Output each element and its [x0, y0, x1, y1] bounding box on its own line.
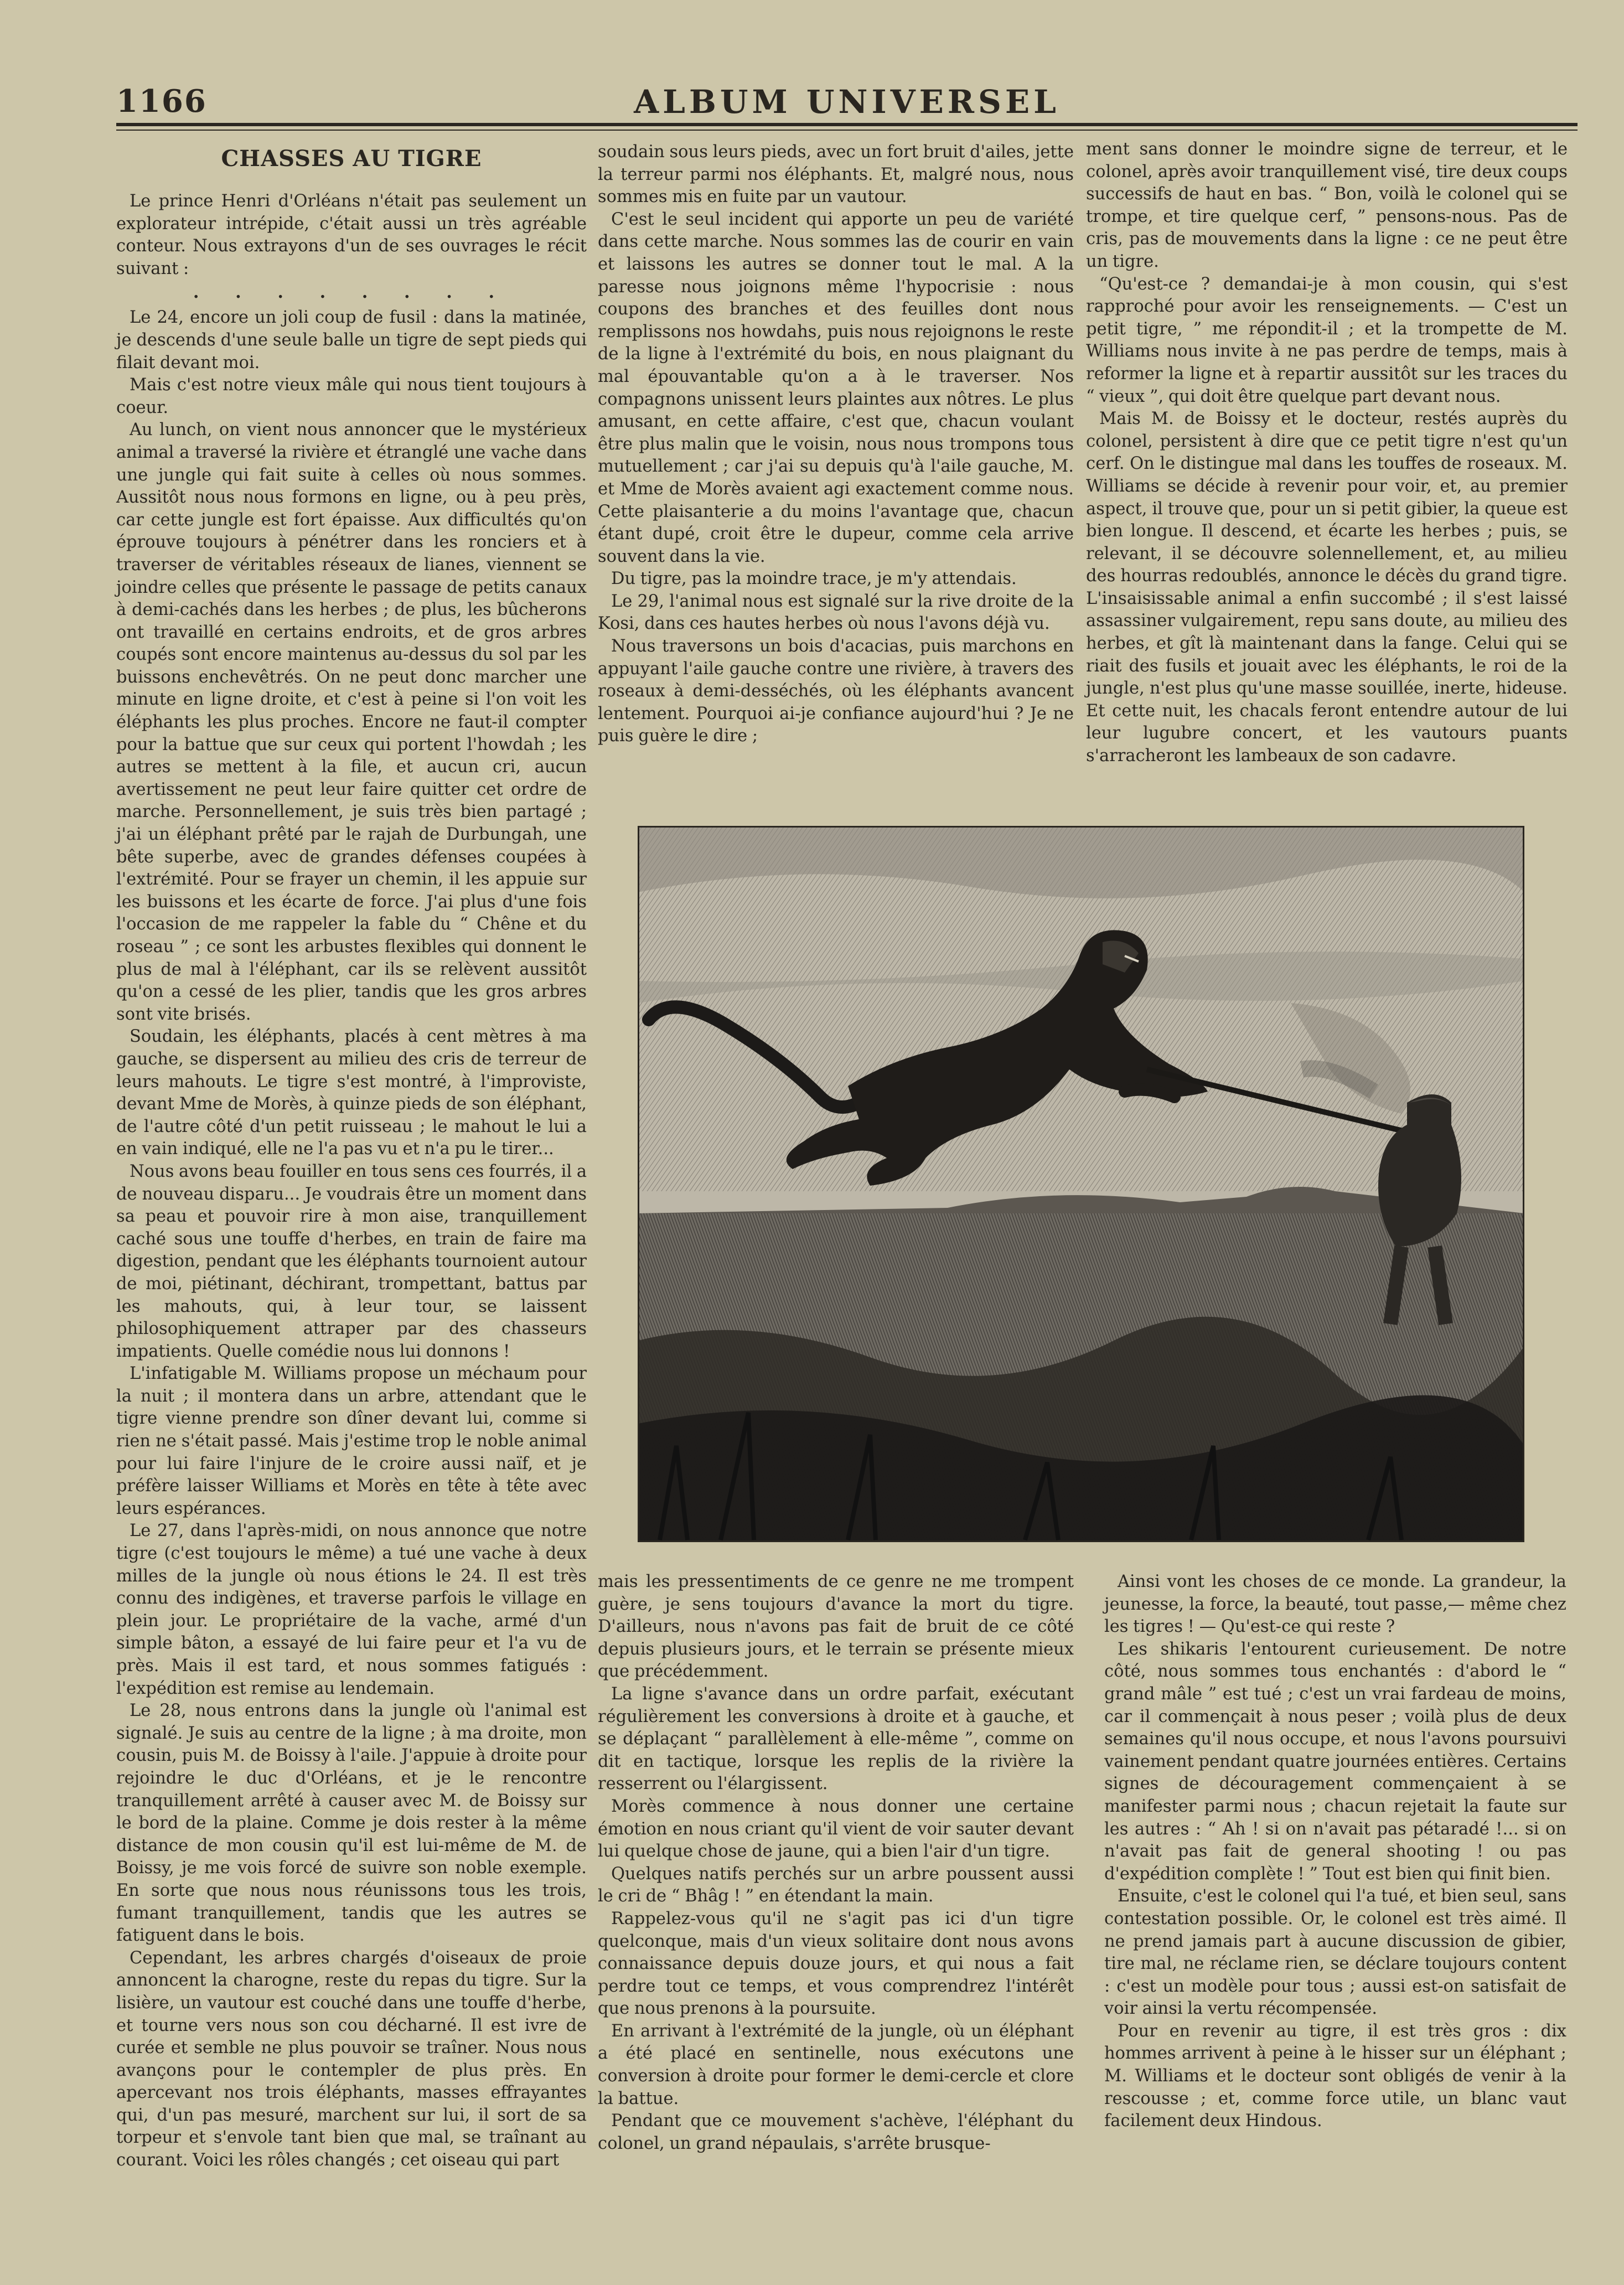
- paragraph: Nous avons beau fouiller en tous sens ces fourrés, il a de nouveau disparu... Je voudrais être un moment dans sa peau et pouvoir rire à mon aise, tranquillement caché sous une touffe d'herbes, en train de faire ma digestion, pendant que les éléphants tournoient autour de moi, piétinant, déchirant, trompettant, battus par les mahouts, qui, à leur tour, se laissent philosophiquement attraper par des chasseurs impatients. Quelle comédie nous lui donnons !: [116, 1161, 587, 1361]
- paragraph: Le prince Henri d'Orléans n'était pas seulement un explorateur intrépide, c'était aussi un très agréable conteur. Nous extrayons d'un de ses ouvrages le récit suivant :: [116, 192, 587, 278]
- paragraph: C'est le seul incident qui apporte un peu de variété dans cette marche. Nous sommes las de courir en vain et laissons les autres se donner tout le mal. A la paresse nous joignons même l'hypocrisie : nous coupons des branches et des feuilles dont nous remplissons nos howdahs, puis nous rejoignons le reste de la ligne à l'extrémité du bois, en nous plaignant du mal épouvantable qu'on a à le traverser. Nos compagnons unissent leurs plaintes aux nôtres. Le plus amusant, en cette affaire, c'est que, chacun voulant être plus malin que le voisin, nous nous trompons tous mutuellement ; car j'ai su depuis qu'à l'aile gauche, M. et Mme de Morès avaient agi exactement comme nous. Cette plaisanterie a du moins l'avantage que, chacun étant dupé, croit être le dupeur, comme cela arrive souvent dans la vie.: [598, 209, 1074, 566]
- paragraph: Les shikaris l'entourent curieusement. De notre côté, nous sommes tous enchantés : d'abord le “ grand mâle ” est tué ; c'est un vrai fardeau de moins, car il commençait à nous peser ; voilà plus de deux semaines qu'il nous occupe, et nous l'avons poursuivi vainement pendant quatre journées entières. Certains signes de découragement commençaient à se manifester parmi nous ; chacun rejetait la faute sur les autres : “ Ah ! si on n'avait pas pétaradé !... si on n'avait pas fait de general shooting ! ou pas d'expédition complète ! ” Tout est bien qui finit bien.: [1104, 1639, 1566, 1884]
- engraving-tiger-leaping-at-hunter-icon: [638, 826, 1524, 1542]
- column-5: [1104, 1571, 1566, 2133]
- paragraph: Cependant, les arbres chargés d'oiseaux de proie annoncent la charogne, reste du repas du tigre. Sur la lisière, un vautour est couché dans une touffe d'herbe, et tourne vers nous son cou décharné. Il est ivre de curée et semble ne plus pouvoir se traîner. Nous nous avançons pour le contempler de plus près. En apercevant nos trois éléphants, masses effrayantes qui, d'un pas mesuré, marchent sur lui, il sort de sa torpeur et s'envole tant bien que mal, se traînant au courant. Voici les rôles changés ; cet oiseau qui part: [116, 1948, 587, 2170]
- journal-title: ALBUM UNIVERSEL: [634, 83, 1060, 121]
- tiger-illustration: [638, 826, 1524, 1542]
- paragraph: La ligne s'avance dans un ordre parfait, exécutant régulièrement les conversions à droite et à gauche, et se déplaçant “ parallèlement à elle-même ”, comme on dit en tactique, lorsque les replis de la rivière la resserrent ou l'élargissent.: [598, 1684, 1074, 1794]
- paragraph: Le 24, encore un joli coup de fusil : dans la matinée, je descends d'une seule balle un tigre de sept pieds qui filait devant moi.: [116, 308, 587, 373]
- paragraph: Pendant que ce mouvement s'achève, l'éléphant du colonel, un grand népaulais, s'arrête brusque-: [598, 2111, 1074, 2153]
- page-number: 1166: [116, 83, 207, 120]
- paragraph: Ensuite, c'est le colonel qui l'a tué, et bien seul, sans contestation possible. Or, le colonel est très aimé. Il ne prend jamais part à aucune discussion de gibier, tire mal, ne réclame rien, se déclare toujours content : c'est un modèle pour tous ; aussi est-on satisfait de voir ainsi la vertu récompensée.: [1104, 1886, 1566, 2019]
- paragraph: ment sans donner le moindre signe de terreur, et le colonel, après avoir tranquillement visé, tire deux coups successifs de haut en bas. “ Bon, voilà le colonel qui se trompe, et tire quelque cerf, ” pensons-nous. Pas de cris, pas de mouvements dans la ligne : ce ne peut être un tigre.: [1086, 139, 1568, 271]
- paragraph: Nous traversons un bois d'acacias, puis marchons en appuyant l'aile gauche contre une rivière, à travers des roseaux à demi-desséchés, où les éléphants avancent lentement. Pourquoi ai-je confiance aujourd'hui ? Je ne puis guère le dire ;: [598, 637, 1074, 746]
- column-4: [598, 1571, 1074, 2155]
- paragraph: Quelques natifs perchés sur un arbre poussent aussi le cri de “ Bhâg ! ” en étendant la main.: [598, 1864, 1074, 1906]
- paragraph: Soudain, les éléphants, placés à cent mètres à ma gauche, se dispersent au milieu des cris de terreur de leurs mahouts. Le tigre s'est montré, à l'improviste, devant Mme de Morès, à quinze pieds de son éléphant, de l'autre côté d'un petit ruisseau ; le mahout le lui a en vain indiqué, elle ne l'a pas vu et n'a pu le tirer...: [116, 1027, 587, 1159]
- paragraph: Au lunch, on vient nous annoncer que le mystérieux animal a traversé la rivière et étranglé une vache dans une jungle qui fait suite à celles où nous sommes. Aussitôt nous nous formons en ligne, ou à peu près, car cette jungle est fort épaisse. Aux difficultés qu'on éprouve toujours à pénétrer dans les ronciers et à traverser de véritables réseaux de lianes, viennent se joindre celles que présente le passage de petits canaux à demi-cachés dans les herbes ; de plus, les bûcherons ont travaillé en certains endroits, et de gros arbres coupés sont encore maintenus au-dessus du sol par les buissons enchevêtrés. On ne peut donc marcher une minute en ligne droite, et c'est à peine si l'on voit les éléphants les plus proches. Encore ne faut-il compter pour la battue que sur ceux qui portent l'howdah ; les autres se mettent à la file, et aucun cri, aucun avertissement ne peut leur faire quitter cet ordre de marche. Personnellement, je suis très bien partagé ; j'ai un éléphant prêté par le rajah de Durbungah, une bête superbe, avec de grandes défenses coupées à l'extrémité. Pour se frayer un chemin, il les appuie sur les buissons et les écarte de force. J'ai plus d'une fois l'occasion de me rappeler la fable du “ Chêne et du roseau ” ; ce sont les arbustes flexibles qui donnent le plus de mal à l'éléphant, car ils se relèvent aussitôt qu'on a cessé de les plier, tandis que les gros arbres sont vite brisés.: [116, 420, 587, 1024]
- paragraph: L'infatigable M. Williams propose un méchaum pour la nuit ; il montera dans un arbre, attendant que le tigre vienne prendre son dîner devant lui, comme si rien ne s'était passé. Mais j'estime trop le noble animal pour lui faire l'injure de le croire aussi naïf, et je préfère laisser Williams et Morès en tête à tête avec leurs espérances.: [116, 1364, 587, 1518]
- paragraph: mais les pressentiments de ce genre ne me trompent guère, je sens toujours d'avance la mort du tigre. D'ailleurs, nous n'avons pas fait de bruit de ce côté depuis plusieurs jours, et le terrain se présente mieux que précédemment.: [598, 1572, 1074, 1682]
- paragraph: soudain sous leurs pieds, avec un fort bruit d'ailes, jette la terreur parmi nos éléphants. Et, malgré nous, nous sommes mis en fuite par un vautour.: [598, 142, 1074, 207]
- paragraph: “Qu'est-ce ? demandai-je à mon cousin, qui s'est rapproché pour avoir les renseignements. — C'est un petit tigre, ” me répondit-il ; et la trompette de M. Williams nous invite à ne pas perdre de temps, mais à reformer la ligne et à repartir aussitôt sur les traces du “ vieux ”, qui doit être quelque part devant nous.: [1086, 274, 1568, 406]
- paragraph: Ainsi vont les choses de ce monde. La grandeur, la jeunesse, la force, la beauté, tout passe,— même chez les tigres ! — Qu'est-ce qui reste ?: [1104, 1572, 1566, 1637]
- column-3: [1086, 138, 1568, 768]
- paragraph: Le 28, nous entrons dans la jungle où l'animal est signalé. Je suis au centre de la ligne ; à ma droite, mon cousin, puis M. de Boissy à l'aile. J'appuie à droite pour rejoindre le duc d'Orléans, et je le rencontre tranquillement arrêté à causer avec M. de Boissy sur le bord de la plaine. Comme je dois rester à la même distance de mon cousin qu'il est lui-même de M. de Boissy, je me vois forcé de suivre son noble exemple. En sorte que nous nous réunissons tous les trois, fumant tranquillement, tandis que les autres se fatiguent dans le bois.: [116, 1701, 587, 1946]
- ellipsis-separator: . . . . . . . .: [193, 282, 510, 303]
- running-header: [116, 83, 1578, 122]
- paragraph: Mais c'est notre vieux mâle qui nous tient toujours à coeur.: [116, 375, 587, 417]
- header-rule-thick: [116, 123, 1578, 126]
- article-title: CHASSES AU TIGRE: [221, 146, 482, 172]
- column-2: [598, 141, 1074, 748]
- column-1: [116, 143, 587, 2172]
- paragraph: Rappelez-vous qu'il ne s'agit pas ici d'un tigre quelconque, mais d'un vieux solitaire dont nous avons connaissance depuis douze jours, et qui nous a fait perdre tout ce temps, et vous comprendrez l'intérêt que nous prenons à la poursuite.: [598, 1909, 1074, 2019]
- paragraph: Du tigre, pas la moindre trace, je m'y attendais.: [611, 569, 1017, 589]
- paragraph: Le 29, l'animal nous est signalé sur la rive droite de la Kosi, dans ces hautes herbes où nous l'avons déjà vu.: [598, 591, 1074, 634]
- paragraph: Le 27, dans l'après-midi, on nous annonce que notre tigre (c'est toujours le même) a tué une vache à deux milles de la jungle où nous étions le 24. Il est très connu des indigènes, et traverse parfois le village en plein jour. Le propriétaire de la vache, armé d'un simple bâton, a essayé de lui faire peur et l'a vu de près. Mais il est tard, et nous sommes fatigués : l'expédition est remise au lendemain.: [116, 1521, 587, 1698]
- header-rule-thin: [116, 130, 1578, 131]
- paragraph: Mais M. de Boissy et le docteur, restés auprès du colonel, persistent à dire que ce petit tigre n'est qu'un cerf. On le distingue mal dans les touffes de roseaux. M. Williams se décide à revenir pour voir, et, au premier aspect, il trouve que, pour un si petit gibier, la queue est bien longue. Il descend, et écarte les herbes ; puis, se relevant, il se découvre solennellement, et, au milieu des hourras redoublés, annonce le décès du grand tigre. L'insaisissable animal a enfin succombé ; il s'est laissé assassiner vulgairement, repu sans doute, au milieu des herbes, et gît là maintenant dans la fange. Celui qui se riait des fusils et jouait avec les éléphants, le roi de la jungle, n'est plus qu'une masse souillée, inerte, hideuse. Et cette nuit, les chacals feront entendre autour de lui leur lugubre concert, et les vautours puants s'arracheront les lambeaux de son cadavre.: [1086, 409, 1568, 766]
- paragraph: Pour en revenir au tigre, il est très gros : dix hommes arrivent à peine à le hisser sur un éléphant ; M. Williams et le docteur sont obligés de venir à la rescousse ; et, comme force utile, un blanc vaut facilement deux Hindous.: [1104, 2021, 1566, 2131]
- paragraph: En arrivant à l'extrémité de la jungle, où un éléphant a été placé en sentinelle, nous exécutons une conversion à droite pour former le demi-cercle et clore la battue.: [598, 2021, 1074, 2108]
- paragraph: Morès commence à nous donner une certaine émotion en nous criant qu'il vient de voir sauter devant lui quelque chose de jaune, qui a bien l'air d'un tigre.: [598, 1796, 1074, 1862]
